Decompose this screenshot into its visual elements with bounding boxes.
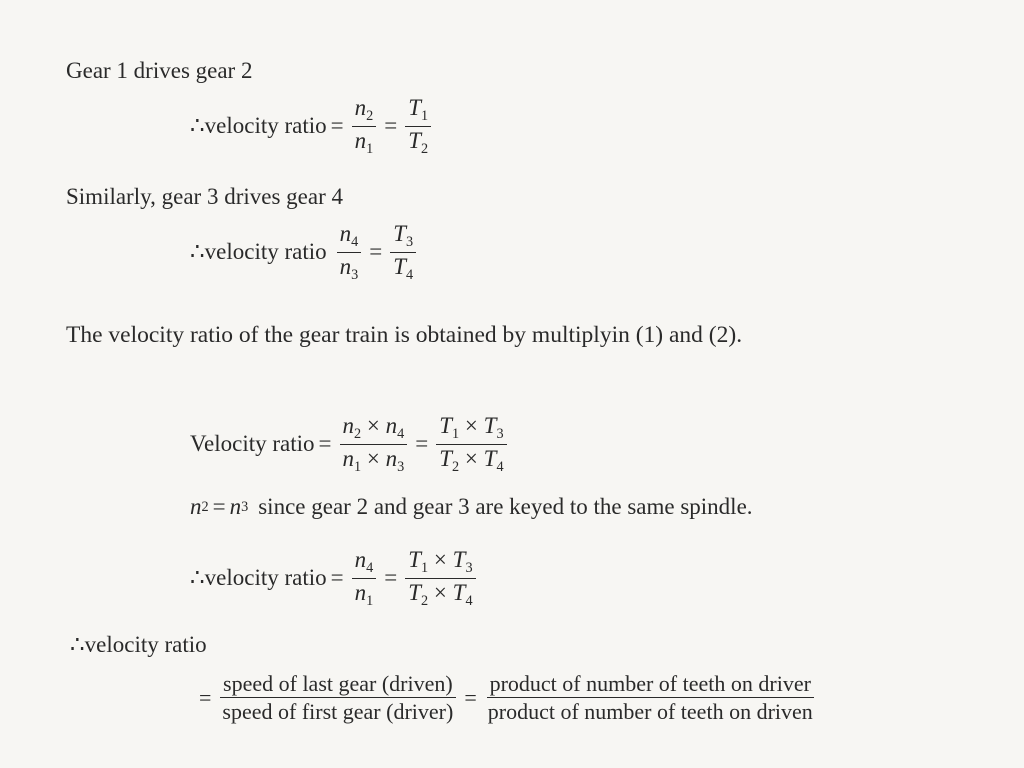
equals-sign: = (199, 684, 212, 710)
text-gear1-drives-gear2 (66, 58, 252, 84)
speed-last-gear-text: speed of last gear (driven) (220, 672, 456, 698)
equals-sign: = (369, 239, 383, 265)
equation-velocity-ratio-2 (190, 222, 420, 283)
text-n2-equals-n3: n 2 = n 3 since gear 2 and gear 3 are keyed to the same spindle. (190, 494, 753, 519)
fraction-n4-n1: $\frac{n_4}{n_1}$ (352, 548, 377, 609)
teeth-driver-text: product of number of teeth on driver (487, 672, 814, 698)
fraction-n2n4-n1n3: $\frac{n_2 \times n_4}{n_1 \times n_3}$ (340, 414, 408, 475)
velocity-ratio-label: Velocity ratio (190, 431, 315, 457)
velocity-ratio-label: velocity ratio (204, 113, 327, 139)
equals-sign: = (330, 565, 344, 591)
equation-velocity-ratio-words (195, 672, 820, 723)
fraction-n4-n3: $\frac{n_4}{n_3}$ (337, 222, 362, 283)
fraction-n2-n1: $\frac{n_2}{n_1}$ (352, 96, 377, 157)
line-text: Gear 1 drives gear 2 (66, 58, 253, 83)
fraction-t1-t2: $\frac{T_1}{T_2}$ (405, 96, 431, 157)
text-gear3-drives-gear4 (66, 184, 343, 210)
fraction-t3-t4: $\frac{T_3}{T_4}$ (390, 222, 416, 283)
equals-sign: = (464, 684, 477, 710)
fraction-t1t3-t2t4: $\frac{T_1 \times T_3}{T_2 \times T_4}$ (436, 414, 506, 475)
equals-sign: = (330, 113, 344, 139)
equals-sign: = (318, 431, 332, 457)
equals-sign: = (212, 494, 226, 519)
velocity-ratio-label: velocity ratio (204, 239, 327, 265)
teeth-driven-text: product of number of teeth on driven (487, 699, 813, 725)
therefore-symbol: ∴ (190, 113, 205, 139)
equation-velocity-ratio-1 (190, 96, 435, 157)
text-therefore-velocity-ratio (70, 632, 207, 658)
velocity-ratio-label: velocity ratio (204, 565, 327, 591)
therefore-symbol: ∴ (70, 632, 85, 657)
therefore-symbol: ∴ (190, 239, 205, 265)
fraction-teeth-words (485, 672, 816, 723)
velocity-ratio-label: velocity ratio (84, 632, 207, 657)
fraction-t1t3-t2t4-b: $\frac{T_1 \times T_3}{T_2 \times T_4}$ (405, 548, 475, 609)
line-text: since gear 2 and gear 3 are keyed to the same spindle. (258, 494, 753, 519)
equals-sign: = (384, 113, 398, 139)
equation-velocity-ratio-reduced (190, 548, 480, 609)
therefore-symbol: ∴ (190, 565, 205, 591)
equation-velocity-ratio-product (190, 414, 511, 475)
fraction-speed-words (219, 672, 456, 723)
speed-first-gear-text: speed of first gear (driver) (222, 699, 454, 725)
equals-sign: = (415, 431, 429, 457)
line-text: Similarly, gear 3 drives gear 4 (66, 184, 343, 209)
equals-sign: = (384, 565, 398, 591)
line-text: The velocity ratio of the gear train is obtained by multiplyin (1) and (2). (66, 322, 743, 348)
text-velocity-ratio-gear-train (66, 322, 742, 349)
